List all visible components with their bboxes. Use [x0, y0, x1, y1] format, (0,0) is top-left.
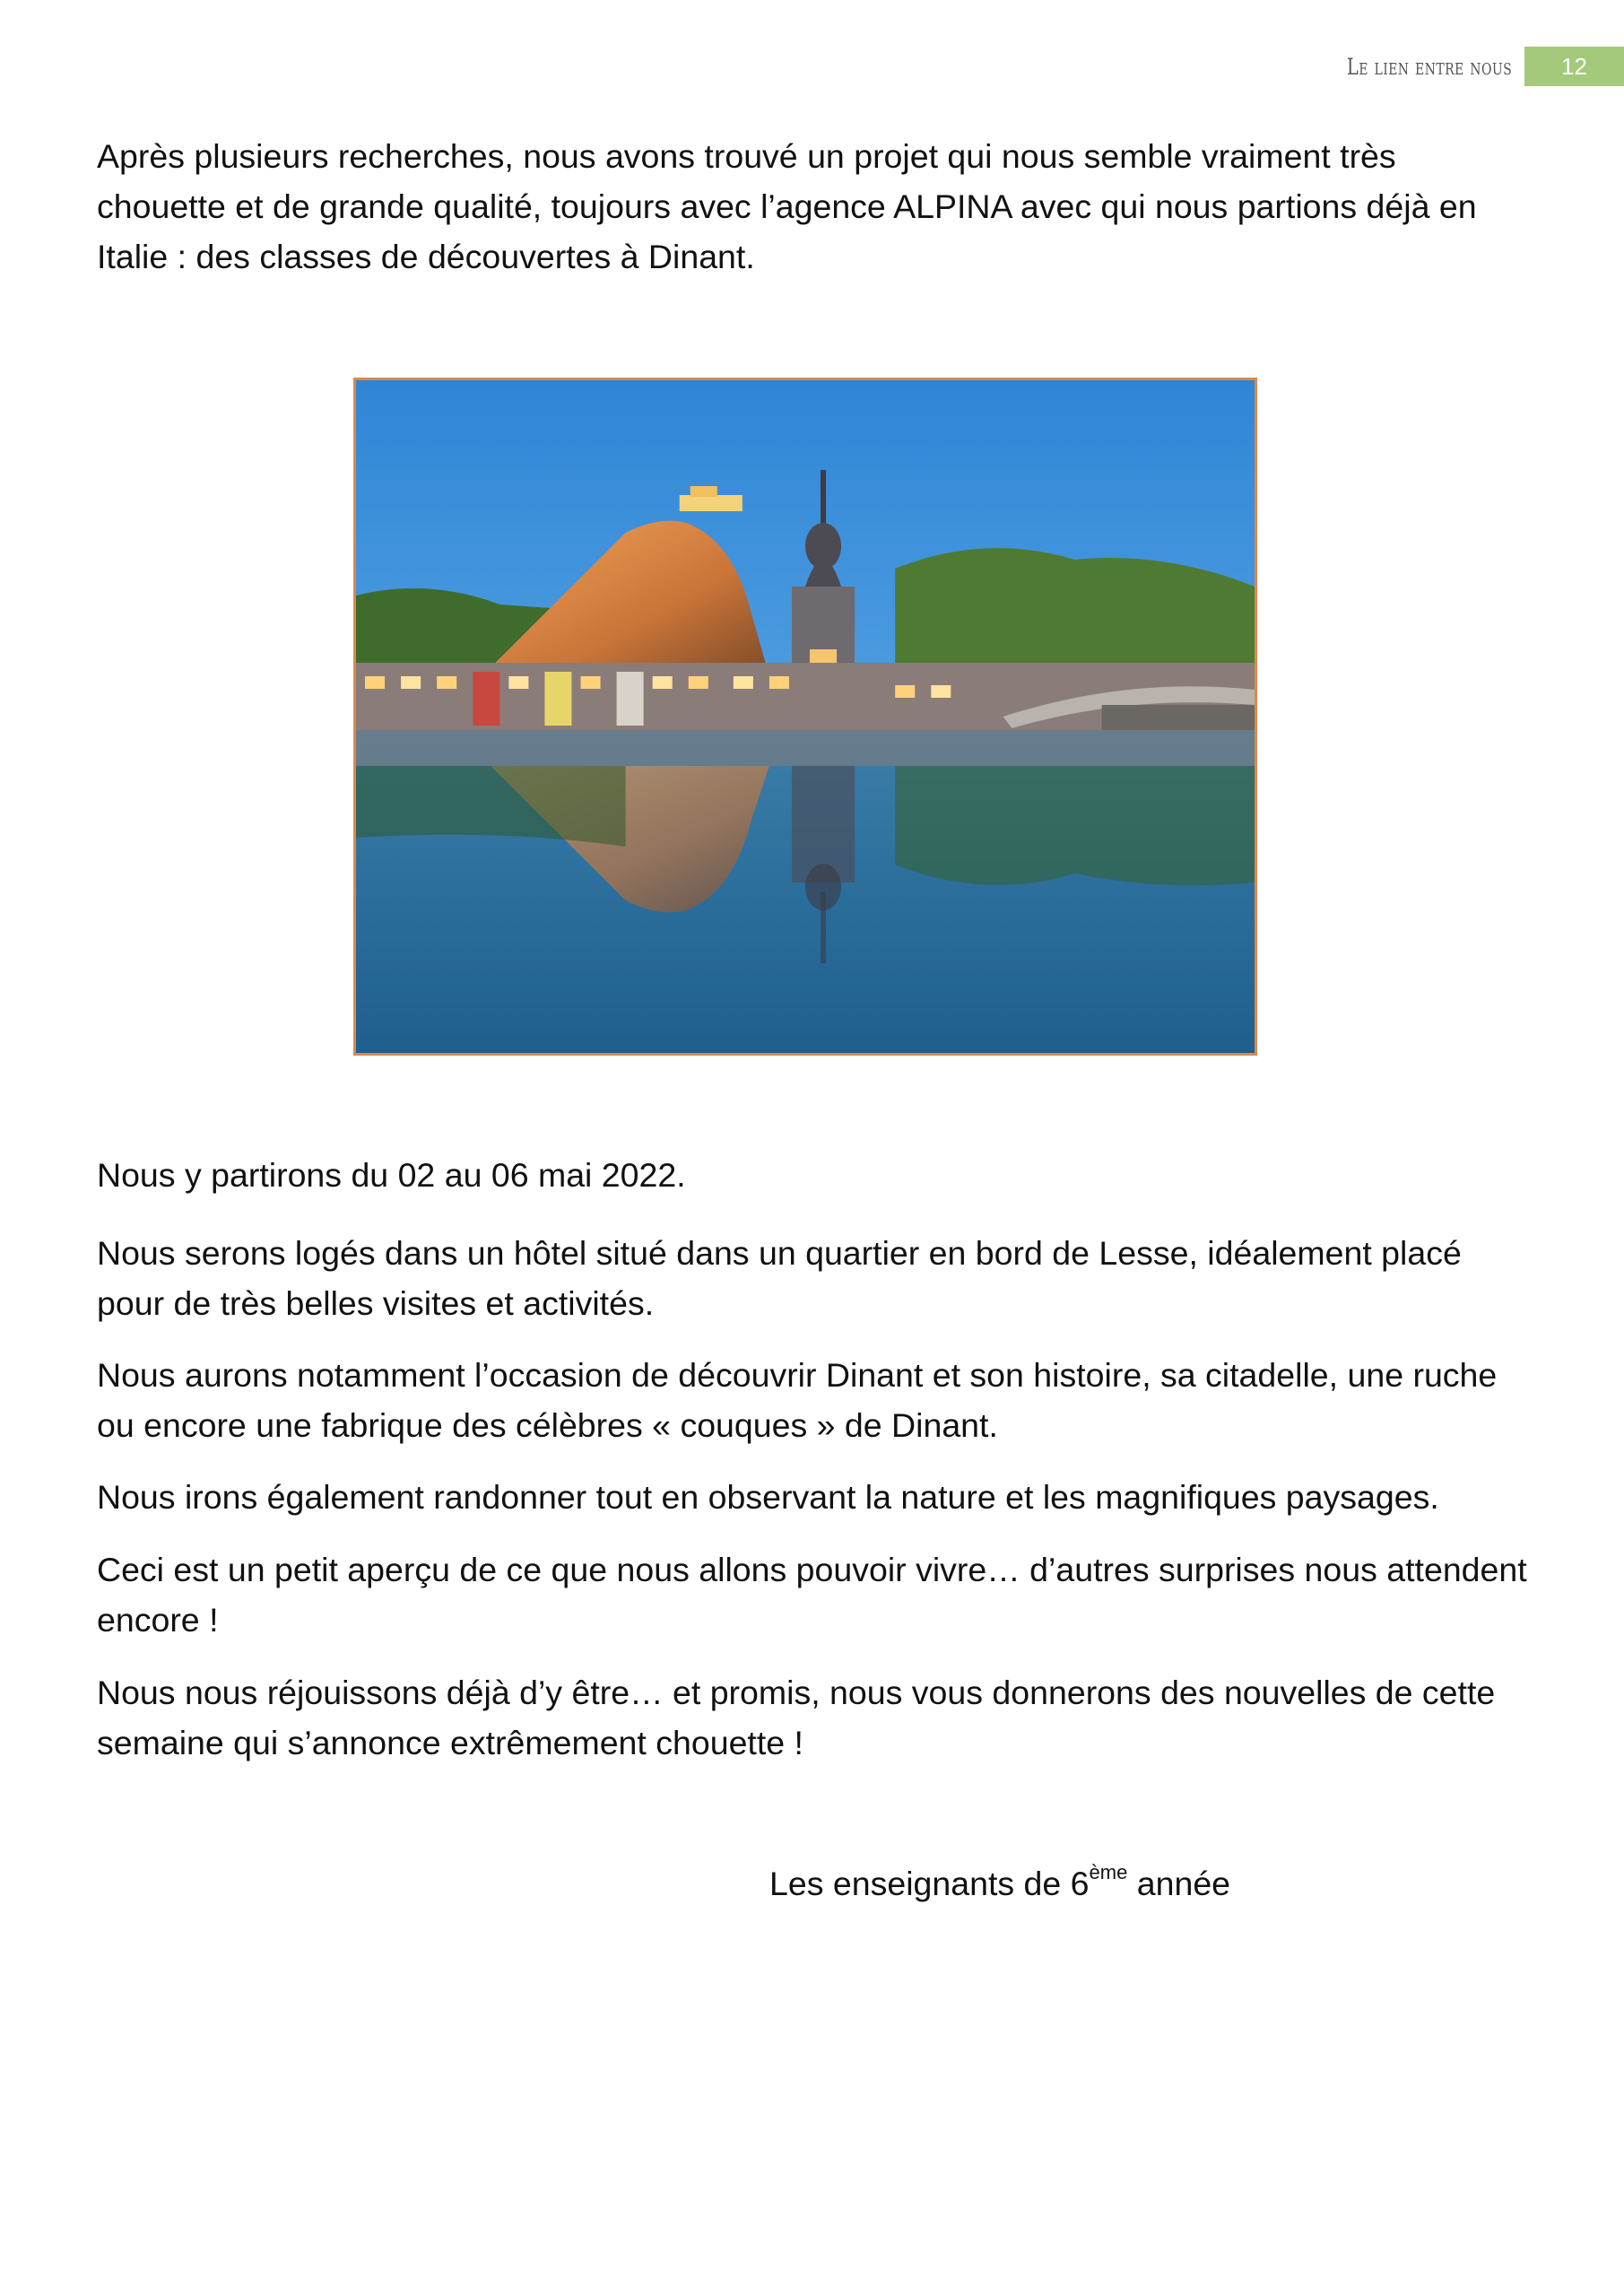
- paragraph-visits: Nous aurons notamment l’occasion de découvrir Dinant et son histoire, sa citadelle, une ruche ou encore une fabrique des célèbres « couques » de Dinant.: [97, 1356, 1498, 1444]
- intro-paragraph: Après plusieurs recherches, nous avons trouvé un projet qui nous semble vraiment très chouette et de grande qualité, toujours avec l’agence ALPINA avec qui nous partions déjà en Italie : des classes de découvertes à Dinant.: [97, 137, 1477, 275]
- paragraph-closing: Nous nous réjouissons déjà d’y être… et promis, nous vous donnerons des nouvelles de cette semaine qui s’annonce extrêmement chouette !: [97, 1674, 1496, 1761]
- paragraph-dates: Nous y partirons du 02 au 06 mai 2022.: [97, 1156, 686, 1194]
- header-title: Le lien entre nous: [1346, 53, 1512, 80]
- dinant-photo: [353, 378, 1257, 1056]
- signature-suffix: année: [1127, 1865, 1231, 1902]
- paragraph-surprises: Ceci est un petit aperçu de ce que nous allons pouvoir vivre… d’autres surprises nous attendent encore !: [97, 1551, 1527, 1639]
- paragraph-hiking: Nous irons également randonner tout en observant la nature et les magnifiques paysages.: [97, 1478, 1439, 1516]
- signature: [769, 1858, 1230, 1909]
- signature-text: Les enseignants de 6: [769, 1865, 1090, 1902]
- signature-superscript: ème: [1089, 1861, 1128, 1883]
- page-number: 12: [1524, 47, 1624, 86]
- dinant-photo-illustration: [356, 380, 1255, 1053]
- paragraph-hotel: Nous serons logés dans un hôtel situé dans un quartier en bord de Lesse, idéalement placé pour de très belles visites et activités.: [97, 1234, 1462, 1322]
- page-header: [1297, 47, 1624, 86]
